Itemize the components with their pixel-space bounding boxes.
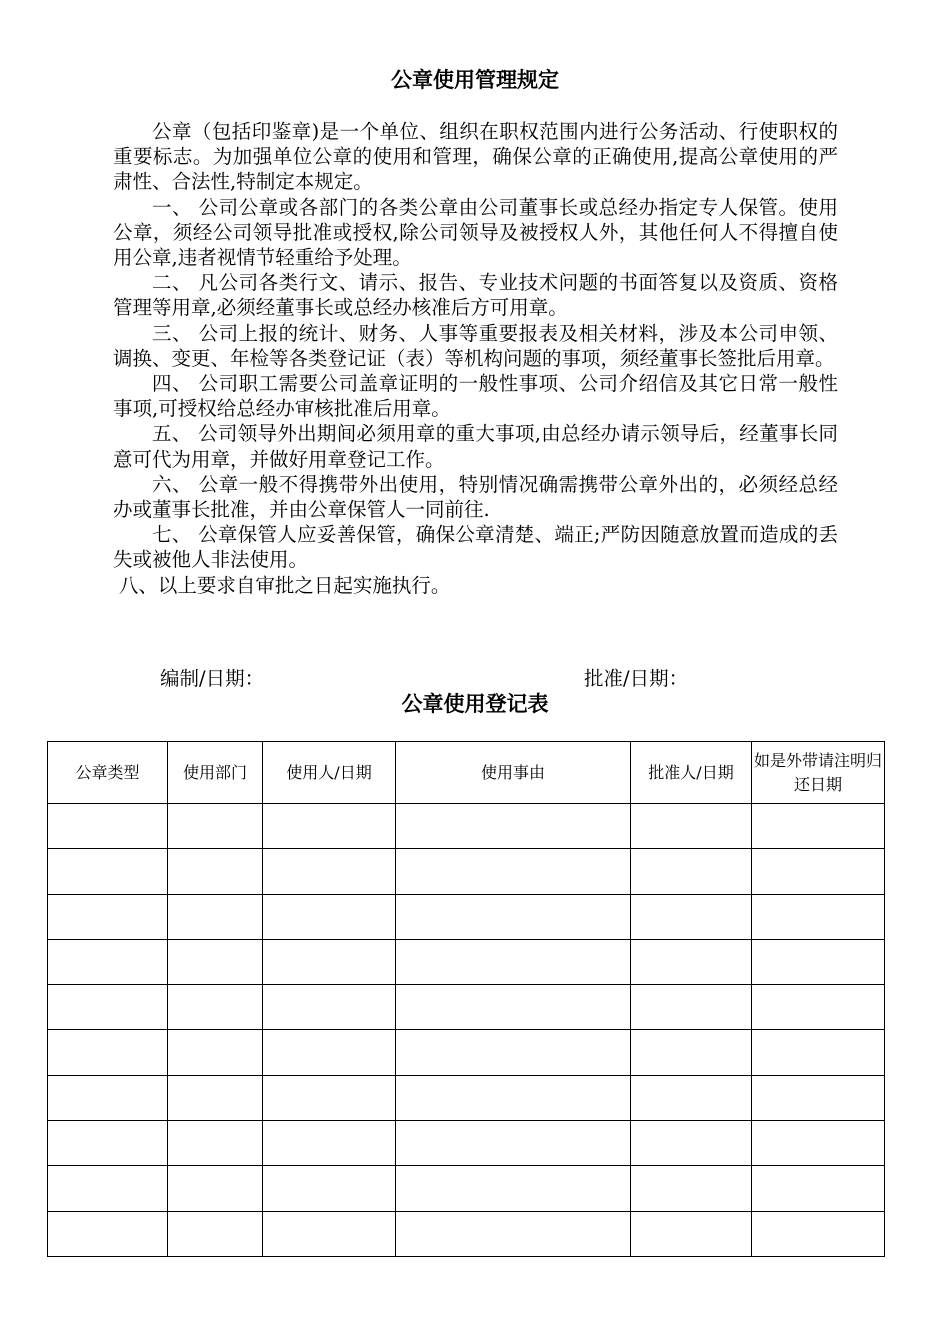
table-cell[interactable]: [168, 1121, 263, 1166]
table-cell[interactable]: [752, 894, 885, 939]
table-cell[interactable]: [48, 849, 168, 894]
table-cell[interactable]: [752, 1075, 885, 1120]
table-cell[interactable]: [631, 1211, 752, 1256]
prepared-by-date-label: 编制/日期：: [160, 667, 265, 690]
clause-7: 七、 公章保管人应妥善保管，确保公章清楚、端正;严防因随意放置而造成的丢失或被他人非法使用。: [113, 523, 838, 572]
table-cell[interactable]: [396, 1030, 631, 1075]
table-cell[interactable]: [752, 1166, 885, 1211]
col-user-date: 使用人/日期: [263, 742, 396, 804]
table-cell[interactable]: [631, 1030, 752, 1075]
table-cell[interactable]: [263, 1030, 396, 1075]
table-cell[interactable]: [752, 804, 885, 849]
table-row: [48, 1030, 885, 1075]
seal-usage-register-table: [47, 741, 885, 1257]
register-rows: [48, 804, 885, 1257]
table-cell[interactable]: [168, 849, 263, 894]
table-cell[interactable]: [396, 1121, 631, 1166]
approved-by-date-label: 批准/日期：: [584, 667, 689, 690]
col-reason: 使用事由: [396, 742, 631, 804]
table-cell[interactable]: [631, 894, 752, 939]
table-cell[interactable]: [48, 1075, 168, 1120]
table-cell[interactable]: [752, 985, 885, 1030]
col-department: 使用部门: [168, 742, 263, 804]
table-cell[interactable]: [396, 1211, 631, 1256]
col-return-date: 如是外带请注明归还日期: [752, 742, 885, 804]
table-cell[interactable]: [168, 1075, 263, 1120]
table-cell[interactable]: [631, 985, 752, 1030]
table-cell[interactable]: [168, 894, 263, 939]
table-cell[interactable]: [263, 939, 396, 984]
table-cell[interactable]: [631, 939, 752, 984]
clause-6: 六、 公章一般不得携带外出使用，特别情况确需携带公章外出的，必须经总经办或董事长批准，并由公章保管人一同前往.: [113, 472, 838, 522]
clause-3: 三、 公司上报的统计、财务、人事等重要报表及相关材料，涉及本公司申领、调换、变更、年检等各类登记证（表）等机构问题的事项，须经董事长签批后用章。: [113, 321, 838, 370]
table-cell[interactable]: [263, 1121, 396, 1166]
table-cell[interactable]: [48, 894, 168, 939]
table-cell[interactable]: [396, 894, 631, 939]
table-row: [48, 939, 885, 984]
table-cell[interactable]: [631, 849, 752, 894]
table-cell[interactable]: [168, 939, 263, 984]
table-cell[interactable]: [396, 1166, 631, 1211]
table-cell[interactable]: [263, 985, 396, 1030]
table-cell[interactable]: [48, 939, 168, 984]
table-cell[interactable]: [168, 1166, 263, 1211]
table-cell[interactable]: [752, 1121, 885, 1166]
table-cell[interactable]: [168, 1030, 263, 1075]
table-cell[interactable]: [48, 1121, 168, 1166]
table-cell[interactable]: [263, 849, 396, 894]
table-cell[interactable]: [396, 804, 631, 849]
table-cell[interactable]: [631, 1121, 752, 1166]
table-cell[interactable]: [263, 1211, 396, 1256]
clause-2: 二、 凡公司各类行文、请示、报告、专业技术问题的书面答复以及资质、资格管理等用章,必须经董事长或总经办核准后方可用章。: [113, 271, 838, 320]
table-cell[interactable]: [263, 804, 396, 849]
table-cell[interactable]: [48, 985, 168, 1030]
table-row: [48, 1166, 885, 1211]
table-cell[interactable]: [631, 1075, 752, 1120]
col-approver-date: 批准人/日期: [631, 742, 752, 804]
table-cell[interactable]: [396, 849, 631, 894]
clause-4: 四、 公司职工需要公司盖章证明的一般性事项、公司介绍信及其它日常一般性事项,可授权给总经办审核批准后用章。: [113, 372, 838, 421]
col-seal-type: 公章类型: [48, 742, 168, 804]
table-cell[interactable]: [48, 804, 168, 849]
document-title: 公章使用管理规定: [391, 68, 559, 92]
table-row: [48, 894, 885, 939]
table-row: [48, 1075, 885, 1120]
table-cell[interactable]: [396, 939, 631, 984]
register-title: 公章使用登记表: [401, 692, 549, 716]
intro-paragraph: 公章（包括印鉴章)是一个单位、组织在职权范围内进行公务活动、行使职权的重要标志。为加强单位公章的使用和管理，确保公章的正确使用,提高公章使用的严肃性、合法性,特制定本规定。: [113, 120, 838, 194]
table-cell[interactable]: [263, 894, 396, 939]
table-row: [48, 849, 885, 894]
table-cell[interactable]: [168, 1211, 263, 1256]
table-cell[interactable]: [631, 804, 752, 849]
table-cell[interactable]: [48, 1166, 168, 1211]
regulation-body: [113, 119, 838, 598]
table-row: [48, 1121, 885, 1166]
table-row: [48, 1211, 885, 1256]
table-cell[interactable]: [263, 1075, 396, 1120]
table-cell[interactable]: [48, 1211, 168, 1256]
table-cell[interactable]: [168, 985, 263, 1030]
table-cell[interactable]: [48, 1030, 168, 1075]
table-cell[interactable]: [396, 985, 631, 1030]
table-row: [48, 985, 885, 1030]
table-cell[interactable]: [396, 1075, 631, 1120]
table-cell[interactable]: [263, 1166, 396, 1211]
clause-1: 一、 公司公章或各部门的各类公章由公司董事长或总经办指定专人保管。使用公章，须经公司领导批准或授权,除公司领导及被授权人外，其他任何人不得擅自使用公章,违者视情节轻重给予处理。: [113, 195, 838, 270]
table-cell[interactable]: [752, 1211, 885, 1256]
table-cell[interactable]: [752, 939, 885, 984]
table-cell[interactable]: [631, 1166, 752, 1211]
table-cell[interactable]: [752, 849, 885, 894]
clause-5: 五、 公司领导外出期间必须用章的重大事项,由总经办请示领导后，经董事长同意可代为用章，并做好用章登记工作。: [113, 422, 838, 471]
header-row: [48, 742, 885, 804]
table-row: [48, 804, 885, 849]
table-cell[interactable]: [168, 804, 263, 849]
clause-8: 八、以上要求自审批之日起实施执行。: [118, 573, 451, 597]
table-cell[interactable]: [752, 1030, 885, 1075]
